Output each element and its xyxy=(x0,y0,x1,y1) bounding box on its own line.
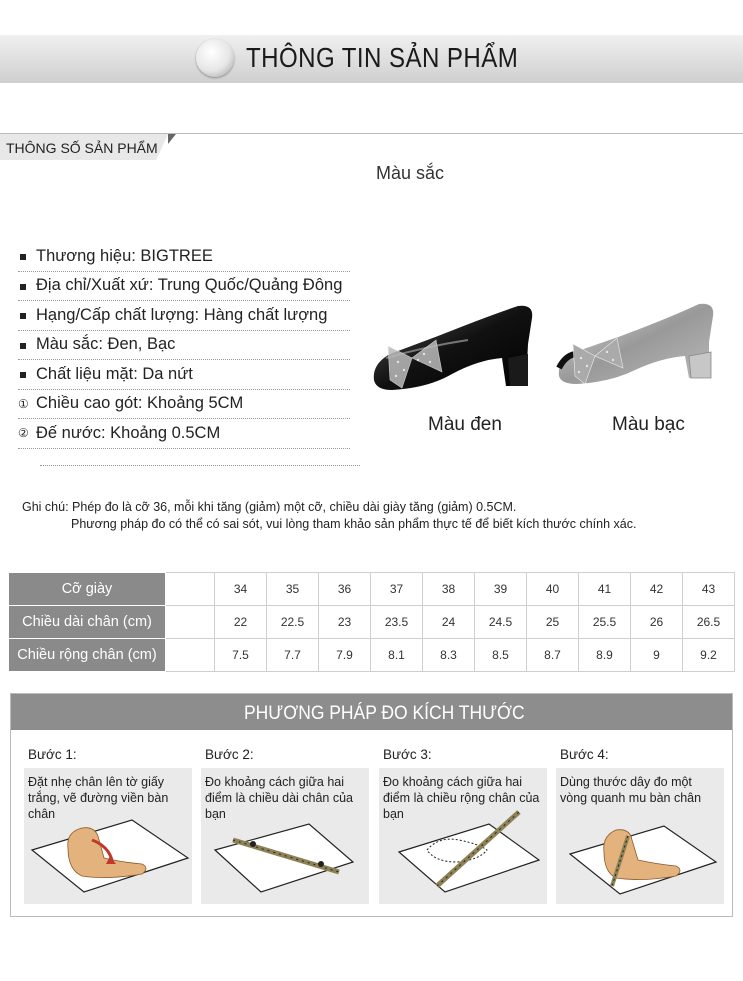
table-cell: 43 xyxy=(683,573,735,606)
table-cell: 24.5 xyxy=(475,606,527,639)
table-cell: 36 xyxy=(319,573,371,606)
corner-triangle-icon xyxy=(168,134,176,144)
spec-row xyxy=(18,360,350,390)
row-header: Chiều dài chân (cm) xyxy=(9,606,166,639)
table-cell: 26 xyxy=(631,606,683,639)
table-cell: 40 xyxy=(527,573,579,606)
step-text: Đo khoảng cách giữa hai điểm là chiều dài chân của bạn xyxy=(205,775,354,821)
table-cell: 9 xyxy=(631,639,683,672)
step-card xyxy=(201,768,369,904)
ruler-length-icon xyxy=(201,806,369,904)
color-title: Màu sắc xyxy=(376,163,445,183)
spec-row xyxy=(18,301,350,331)
step-card xyxy=(556,768,724,904)
table-cell: 8.9 xyxy=(579,639,631,672)
table-cell: 7.7 xyxy=(267,639,319,672)
table-cell: 42 xyxy=(631,573,683,606)
spec-text: Thương hiệu: BIGTREE xyxy=(36,246,213,265)
spec-bottom-divider xyxy=(40,465,360,467)
foot-outline-icon xyxy=(24,806,192,904)
spec-row xyxy=(18,419,350,449)
table-cell: 22 xyxy=(215,606,267,639)
silver-color-label: Màu bạc xyxy=(612,414,685,435)
step-4 xyxy=(556,738,724,904)
table-cell: 8.7 xyxy=(527,639,579,672)
table-cell: 38 xyxy=(423,573,475,606)
table-cell: 23 xyxy=(319,606,371,639)
note-line-2: Phương pháp đo có thể có sai sót, vui lòng tham khảo sản phẩm thực tế để biết kích thước chính xác. xyxy=(71,517,637,531)
spec-text: Đế nước: Khoảng 0.5CM xyxy=(36,423,221,442)
table-cell: 7.5 xyxy=(215,639,267,672)
ruler-width-icon xyxy=(379,806,547,904)
spec-list xyxy=(18,242,350,449)
step-1 xyxy=(24,738,192,904)
step-label: Bước 3: xyxy=(383,747,432,762)
circled-two-icon: ② xyxy=(18,426,29,441)
square-bullet-icon xyxy=(20,343,26,349)
circle-ornament-icon xyxy=(196,39,234,77)
spec-row xyxy=(18,331,350,361)
step-card xyxy=(379,768,547,904)
table-row xyxy=(9,606,735,639)
square-bullet-icon xyxy=(20,284,26,290)
step-text: Đặt nhẹ chân lên tờ giấy trắng, vẽ đường viền bàn chân xyxy=(28,775,169,821)
table-cell: 8.5 xyxy=(475,639,527,672)
spec-row xyxy=(18,272,350,302)
square-bullet-icon xyxy=(20,313,26,319)
step-card xyxy=(24,768,192,904)
table-cell: 7.9 xyxy=(319,639,371,672)
tape-measure-icon xyxy=(556,806,724,904)
spec-row xyxy=(18,390,350,420)
spec-row xyxy=(18,242,350,272)
spec-divider xyxy=(0,133,743,134)
square-bullet-icon xyxy=(20,254,26,260)
table-cell: 34 xyxy=(215,573,267,606)
table-cell: 9.2 xyxy=(683,639,735,672)
table-cell: 39 xyxy=(475,573,527,606)
step-label: Bước 1: xyxy=(28,747,77,762)
table-cell: 26.5 xyxy=(683,606,735,639)
table-cell: 24 xyxy=(423,606,475,639)
row-header: Chiều rộng chân (cm) xyxy=(9,639,166,672)
measure-title: PHƯƠNG PHÁP ĐO KÍCH THƯỚC xyxy=(244,703,525,724)
table-cell: 25.5 xyxy=(579,606,631,639)
step-2 xyxy=(201,738,369,904)
spec-text: Chiều cao gót: Khoảng 5CM xyxy=(36,394,244,413)
silver-shoe-image xyxy=(555,296,720,406)
table-cell: 41 xyxy=(579,573,631,606)
spec-title: THÔNG SỐ SẢN PHẨM xyxy=(6,140,158,156)
spec-text: Chất liệu mặt: Da nứt xyxy=(36,364,193,383)
page-title: THÔNG TIN SẢN PHẨM xyxy=(246,42,519,73)
note-line-1: Ghi chú: Phép đo là cỡ 36, mỗi khi tăng (giảm) một cỡ, chiều dài giày tăng (giảm) 0.5CM. xyxy=(22,500,517,514)
step-label: Bước 4: xyxy=(560,747,609,762)
table-cell: 8.3 xyxy=(423,639,475,672)
step-3 xyxy=(379,738,547,904)
step-text: Dùng thước dây đo một vòng quanh mu bàn chân xyxy=(560,775,702,805)
step-label: Bước 2: xyxy=(205,747,254,762)
table-cell: 25 xyxy=(527,606,579,639)
step-text: Đo khoảng cách giữa hai điểm là chiều rộng chân của bạn xyxy=(383,775,540,821)
spec-text: Hạng/Cấp chất lượng: Hàng chất lượng xyxy=(36,305,328,324)
spec-text: Màu sắc: Đen, Bạc xyxy=(36,335,176,354)
black-shoe-image xyxy=(368,296,538,406)
size-table xyxy=(8,572,735,672)
table-cell: 23.5 xyxy=(371,606,423,639)
table-cell: 37 xyxy=(371,573,423,606)
circled-one-icon: ① xyxy=(18,396,29,411)
table-row xyxy=(9,573,735,606)
row-header: Cỡ giày xyxy=(9,573,166,606)
table-cell: 8.1 xyxy=(371,639,423,672)
table-cell: 22.5 xyxy=(267,606,319,639)
table-row xyxy=(9,639,735,672)
spec-text: Địa chỉ/Xuất xứ: Trung Quốc/Quảng Đông xyxy=(36,276,343,295)
table-cell: 35 xyxy=(267,573,319,606)
black-color-label: Màu đen xyxy=(428,414,502,435)
square-bullet-icon xyxy=(20,372,26,378)
